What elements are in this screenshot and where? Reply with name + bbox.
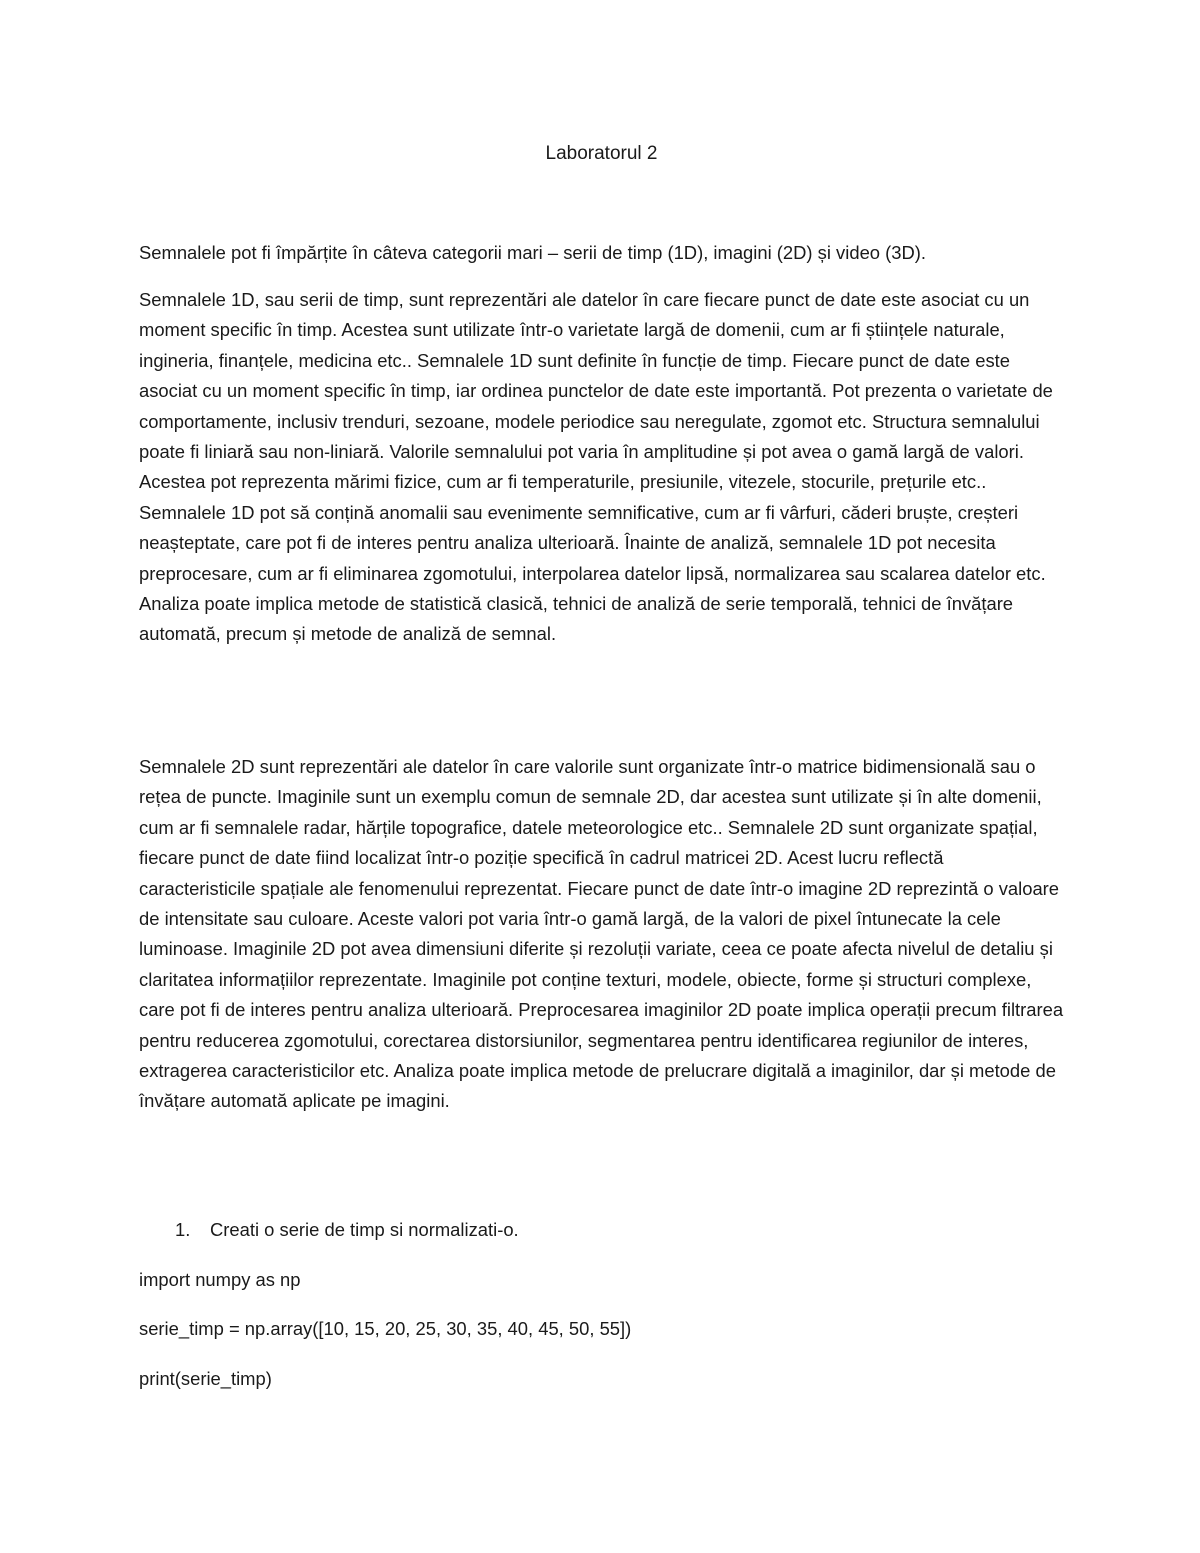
paragraph-1d-signals: Semnalele 1D, sau serii de timp, sunt reprezentări ale datelor în care fiecare punct de date este asociat cu un moment specific în timp. Acestea sunt utilizate într-o varietate largă de domenii, cum ar fi științele naturale, ingineria, finanțele, medicina etc.. Semnalele 1D sunt definite în funcție de timp. Fiecare punct de date este asociat cu un moment specific în timp, iar ordinea punctelor de date este importantă. Pot prezenta o varietate de comportamente, inclusiv trenduri, sezoane, modele periodice sau neregulate, zgomot etc. Structura semnalului poate fi liniară sau non-liniară. Valorile semnalului pot varia în amplitudine și pot avea o gamă largă de valori. Acestea pot reprezenta mărimi fizice, cum ar fi temperaturile, presiunile, vitezele, stocurile, prețurile etc.. Semnalele 1D pot să conțină anomalii sau evenimente semnificative, cum ar fi vârfuri, căderi bruște, creșteri neașteptate, care pot fi de interes pentru analiza ulterioară. Înainte de analiză, semnalele 1D pot necesita preprocesare, cum ar fi eliminarea zgomotului, interpolarea datelor lipsă, normalizarea sau scalarea datelor etc. Analiza poate implica metode de statistică clasică, tehnici de analiză de serie temporală, tehnici de învățare automată, precum și metode de analiză de semnal. <box>139 289 1053 645</box>
document-title: Laboratorul 2 <box>545 143 658 164</box>
code-line-array: serie_timp = np.array([10, 15, 20, 25, 30, 35, 40, 45, 50, 55]) <box>139 1318 632 1339</box>
list-item <box>175 1215 519 1245</box>
intro-paragraph: Semnalele pot fi împărțite în câteva categorii mari – serii de timp (1D), imagini (2D) și video (3D). <box>139 242 926 263</box>
list-item-text: Creati o serie de timp si normalizati-o. <box>210 1219 519 1240</box>
list-item-number: 1. <box>175 1219 191 1240</box>
paragraph-2d-signals: Semnalele 2D sunt reprezentări ale datelor în care valorile sunt organizate într-o matrice bidimensională sau o rețea de puncte. Imaginile sunt un exemplu comun de semnale 2D, dar acestea sunt utilizate și în alte domenii, cum ar fi semnalele radar, hărțile topografice, datele meteorologice etc.. Semnalele 2D sunt organizate spațial, fiecare punct de date fiind localizat într-o poziție specifică în cadrul matricei 2D. Acest lucru reflectă caracteristicile spațiale ale fenomenului reprezentat. Fiecare punct de date într-o imagine 2D reprezintă o valoare de intensitate sau culoare. Aceste valori pot varia într-o gamă largă, de la valori de pixel întunecate la cele luminoase. Imaginile 2D pot avea dimensiuni diferite și rezoluții variate, ceea ce poate afecta nivelul de detaliu și claritatea informațiilor reprezentate. Imaginile pot conține texturi, modele, obiecte, forme și structuri complexe, care pot fi de interes pentru analiza ulterioară. Preprocesarea imaginilor 2D poate implica operații precum filtrarea pentru reducerea zgomotului, corectarea distorsiunilor, segmentarea pentru identificarea regiunilor de interes, extragerea caracteristicilor etc. Analiza poate implica metode de prelucrare digitală a imaginilor, dar și metode de învățare automată aplicate pe imagini. <box>139 756 1064 1112</box>
code-line-import: import numpy as np <box>139 1269 301 1290</box>
code-line-print: print(serie_timp) <box>139 1368 272 1389</box>
